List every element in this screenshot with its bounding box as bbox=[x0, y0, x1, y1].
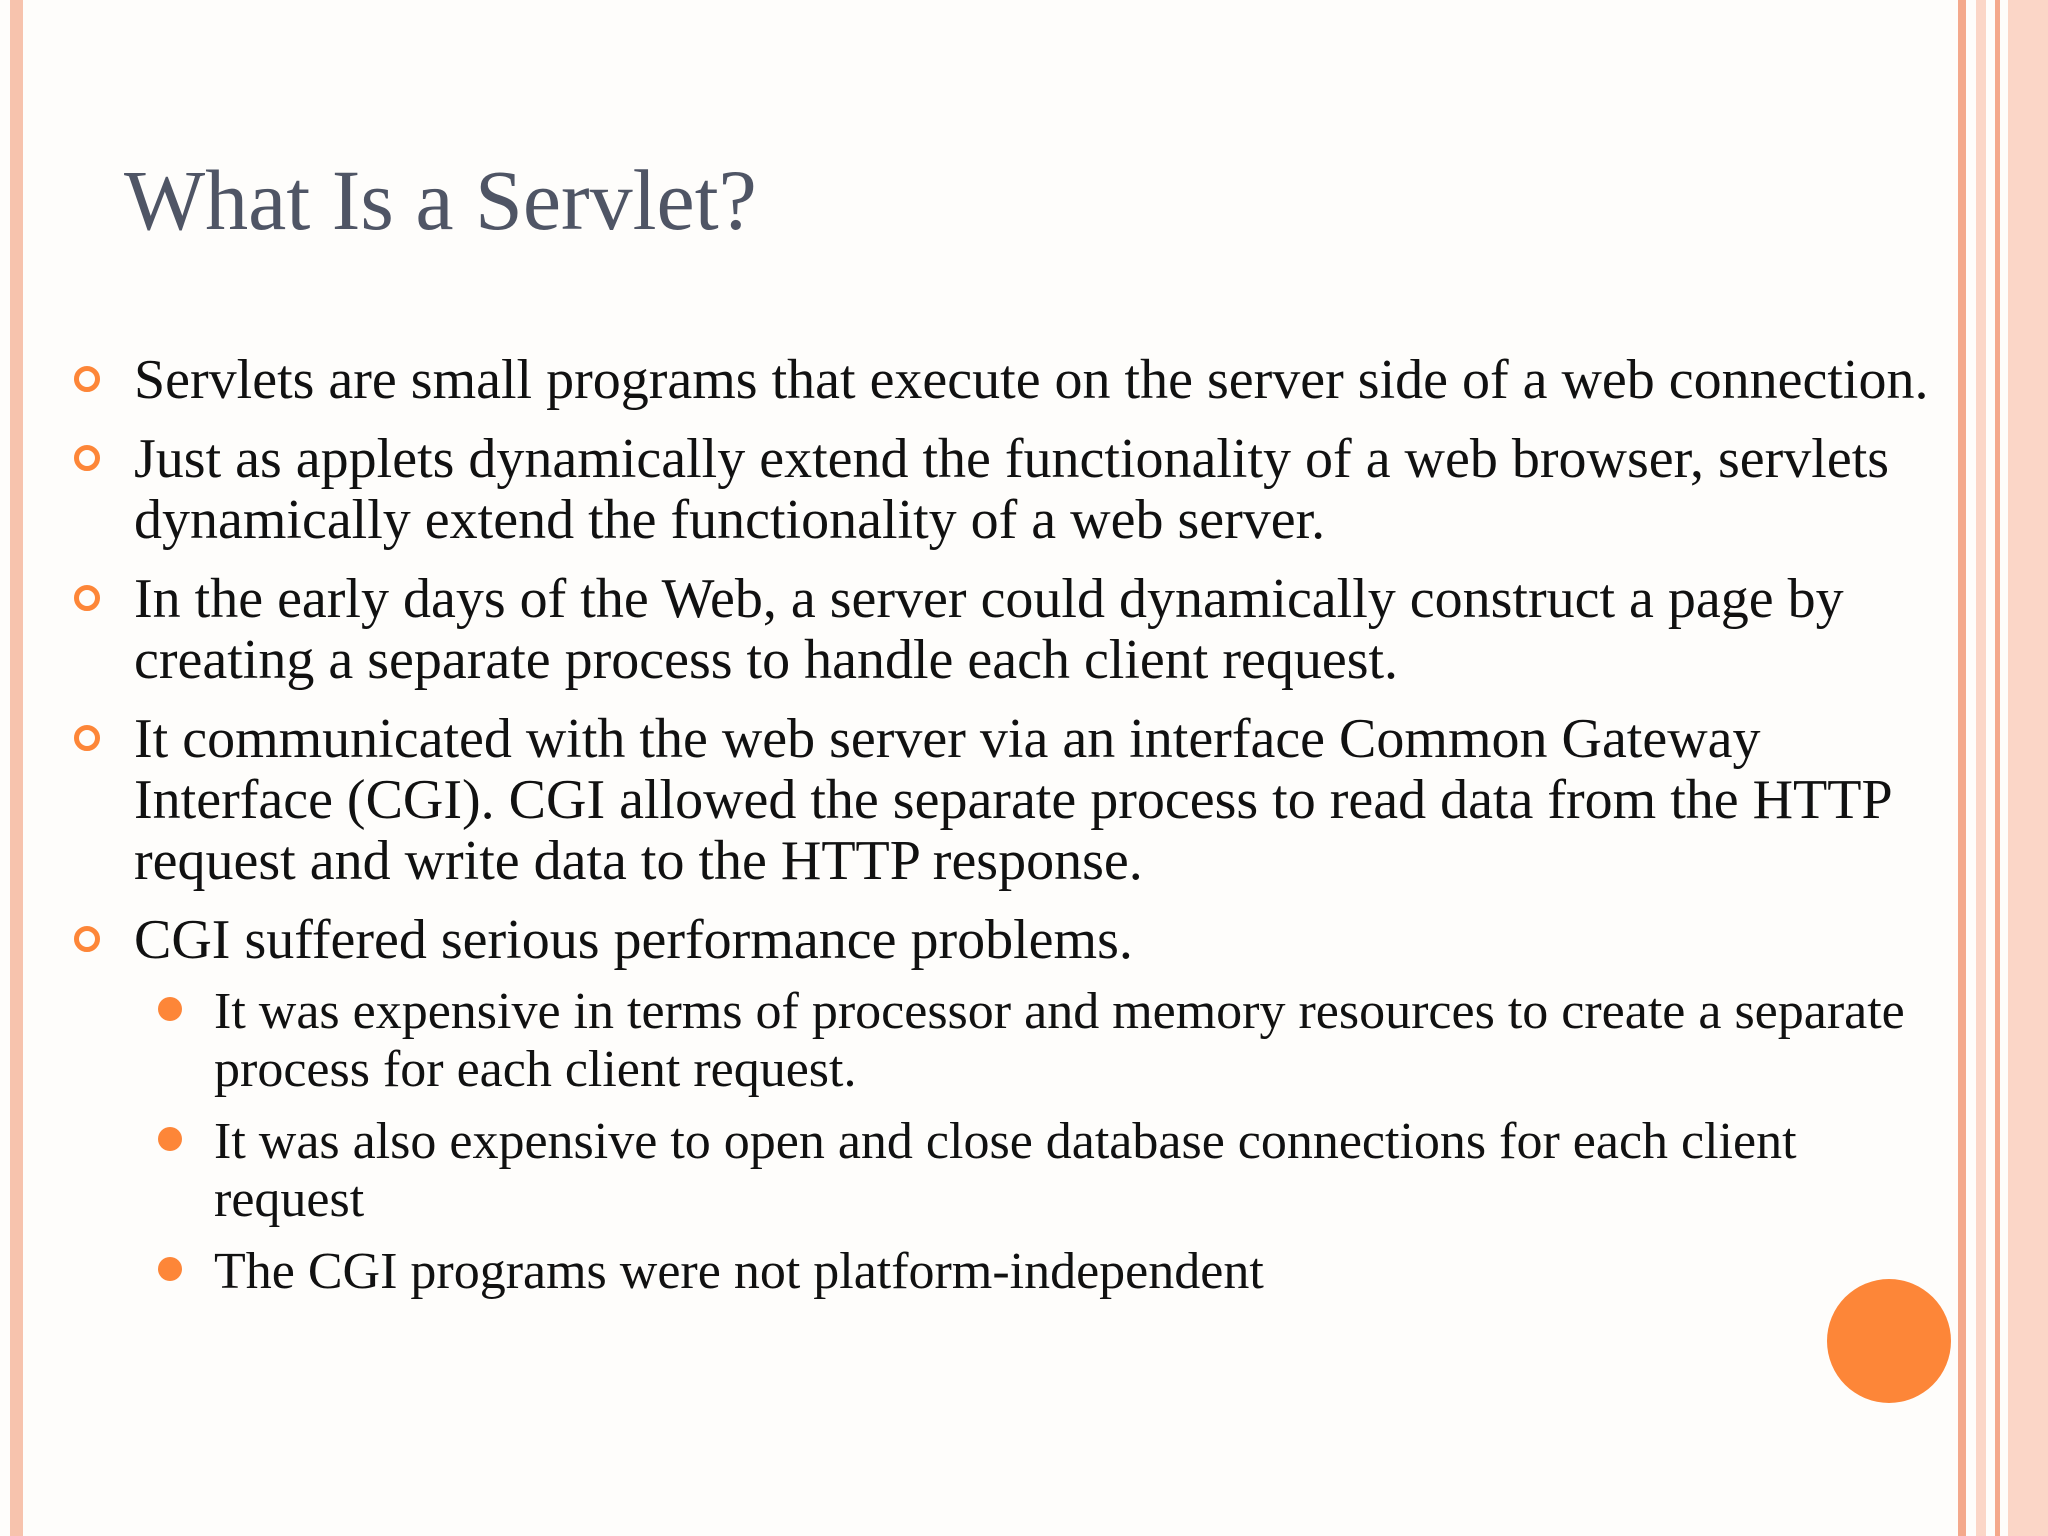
right-stripe-4 bbox=[2008, 0, 2048, 1536]
sub-bullet-item bbox=[72, 983, 1952, 1099]
bullet-text: It communicated with the web server via an interface Common Gateway Interface (CGI). CGI allowed the separate process to read data from the HTTP request and write data to the HTTP response. bbox=[134, 708, 1891, 892]
bullet-list bbox=[72, 350, 1952, 1315]
bullet-item bbox=[72, 350, 1952, 411]
slide-title: What Is a Servlet? bbox=[124, 152, 757, 248]
bullet-item bbox=[72, 709, 1952, 892]
sub-bullet-text: It was expensive in terms of processor and memory resources to create a separate process for each client request. bbox=[214, 983, 1905, 1098]
bullet-text: Servlets are small programs that execute on the server side of a web connection. bbox=[134, 349, 1929, 411]
right-stripe-1 bbox=[1958, 0, 1966, 1536]
filled-orange-circle-icon bbox=[158, 1257, 182, 1281]
sub-bullet-item bbox=[72, 1243, 1952, 1301]
hollow-orange-circle-icon bbox=[74, 366, 100, 392]
bullet-text: CGI suffered serious performance problems. bbox=[134, 909, 1133, 971]
bullet-text: In the early days of the Web, a server could dynamically construct a page by creating a separate process to handle each client request. bbox=[134, 568, 1844, 691]
filled-orange-circle-icon bbox=[158, 1127, 182, 1151]
bullet-item bbox=[72, 910, 1952, 971]
sub-bullet-item bbox=[72, 1113, 1952, 1229]
hollow-orange-circle-icon bbox=[74, 926, 100, 952]
sub-bullet-text: The CGI programs were not platform-independent bbox=[214, 1243, 1264, 1300]
bullet-text: Just as applets dynamically extend the functionality of a web browser, servlets dynamically extend the functionality of a web server. bbox=[134, 428, 1890, 551]
hollow-orange-circle-icon bbox=[74, 585, 100, 611]
hollow-orange-circle-icon bbox=[74, 725, 100, 751]
orange-circle-decoration bbox=[1827, 1279, 1951, 1403]
hollow-orange-circle-icon bbox=[74, 445, 100, 471]
bullet-item bbox=[72, 429, 1952, 551]
sub-bullet-text: It was also expensive to open and close database connections for each client request bbox=[214, 1113, 1797, 1228]
left-border-stripe bbox=[10, 0, 23, 1536]
right-stripe-3 bbox=[1995, 0, 2000, 1536]
filled-orange-circle-icon bbox=[158, 997, 182, 1021]
right-stripe-2 bbox=[1976, 0, 1986, 1536]
bullet-item bbox=[72, 569, 1952, 691]
